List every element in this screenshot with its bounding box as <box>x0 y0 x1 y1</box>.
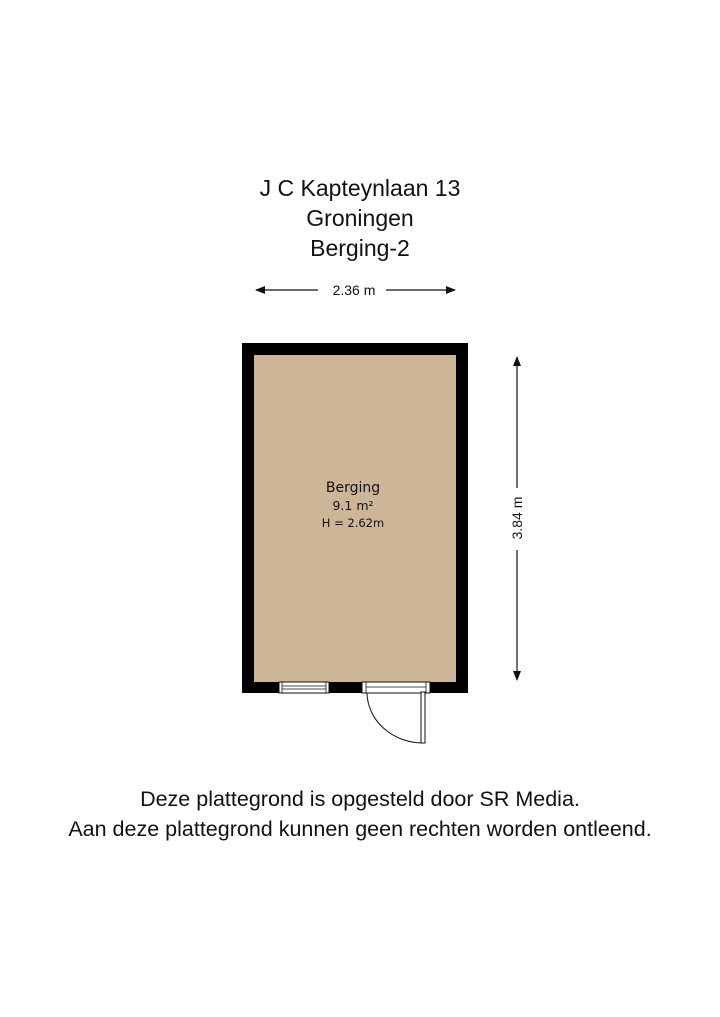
room-name: Berging <box>325 480 381 496</box>
wall-bottom-right <box>430 682 468 693</box>
address-title: J C Kapteynlaan 13 <box>259 175 461 201</box>
room-height: H = 2.62m <box>321 516 385 530</box>
wall-right <box>456 343 468 693</box>
door-leaf <box>421 692 425 743</box>
disclaimer-line-2: Aan deze plattegrond kunnen geen rechten worden ontleend. <box>68 817 652 841</box>
width-dimension-label: 2.36 m <box>332 282 376 298</box>
wall-left <box>242 343 254 693</box>
width-dimension <box>256 282 455 298</box>
disclaimer <box>0 784 720 844</box>
height-dimension <box>509 357 525 680</box>
disclaimer-line-1: Deze plattegrond is opgesteld door SR Media. <box>140 787 580 811</box>
window <box>279 682 329 693</box>
room-area: 9.1 m² <box>332 498 374 513</box>
wall-top <box>242 343 468 355</box>
door-swing-arc <box>367 693 423 743</box>
city-title: Groningen <box>306 205 414 231</box>
wall-bottom-left <box>242 682 279 693</box>
unit-title: Berging-2 <box>310 235 410 261</box>
wall-bottom-middle <box>329 682 362 693</box>
door <box>362 682 430 743</box>
height-dimension-label: 3.84 m <box>509 496 525 540</box>
